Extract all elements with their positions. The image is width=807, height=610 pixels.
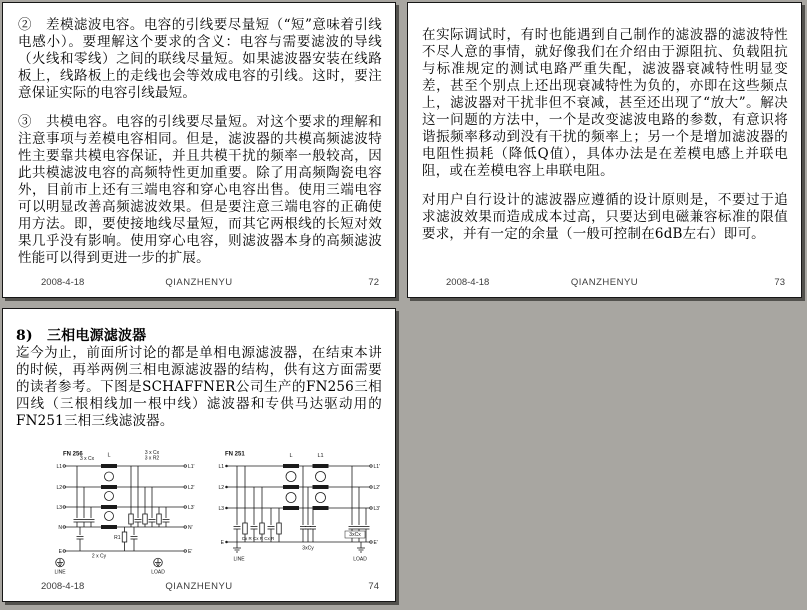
fn251-input-label: Cx R Cx R Cx R [241, 536, 275, 541]
footer-date: 2008-4-18 [41, 581, 85, 592]
footer-author: QIANZHENYU [165, 277, 233, 288]
fn256-terminal-label: N [58, 525, 62, 531]
fn256-load-label: LOAD [151, 569, 165, 574]
slide-footer [3, 277, 395, 289]
fn251-terminal-label: L3' [373, 506, 381, 512]
slide74-paragraph-1: 迄今为止，前面所讨论的都是单相电源滤波器，在结束本讲的时候，再举两例三相电源滤波器的结构，供有这方面需要的读者参考。下图是SCHAFFNER公司生产的FN256三相四线（三根相线加一根中线）滤波器和专供马达驱动用的FN251三相三线滤波器。 [16, 345, 382, 429]
fn251-terminal-label: E [220, 540, 224, 546]
fn256-input-caps-label: 3 x Cx [80, 456, 95, 462]
slide73-paragraph-2: 对用户自行设计的滤波器应遵循的设计原则是，不要过于追求滤波效果而造成成本过高，只要达到电磁兼容标准的限值要求，并有一定的余量（一般可控制在6dB左右）即可。 [422, 192, 788, 242]
slide-page-74 [2, 308, 396, 602]
fn256-terminal-label: L2' [188, 485, 195, 491]
slide-page-73 [407, 2, 802, 298]
slide73-paragraph-1: 在实际调试时，有时也能遇到自己制作的滤波器的滤波特性不尽人意的事情，就好像我们在介绍由于源阻抗、负载阻抗与标准规定的测试电路严重失配，滤波器衰减特性明显变差，甚至个别点上还出现衰减特性为负的，亦即在这些频点上，滤波器对干扰非但不衰减，甚至还出现了“放大”。解决这一问题的方法中，一个是改变滤波电路的参数，有意识将谐振频率移动到没有干扰的频率上；另一个是增加滤波器的电阻性损耗（降低Q值），具体办法是在差模电感上并联电阻，或在差模电容上串联电阻。 [422, 27, 788, 179]
slide-body [3, 309, 395, 430]
slide74-heading: 8) 三相电源滤波器 [16, 328, 147, 344]
fn256-title-label: FN 256 [63, 451, 83, 458]
slide-page-72 [2, 2, 396, 298]
fn256-terminal-label: N' [188, 525, 193, 531]
slide-number: 72 [368, 277, 379, 288]
fn256-r1-label: R1 [114, 535, 121, 541]
fn256-line-label: LINE [54, 569, 66, 574]
fn256-terminal-label: L1' [188, 464, 195, 470]
fn256-output-caps-label: 3 x Cx [144, 450, 160, 456]
slide-footer [408, 277, 801, 289]
footer-author: QIANZHENYU [165, 581, 233, 592]
fn251-terminal-label: L2 [218, 485, 224, 491]
fn251-load-label: LOAD [353, 556, 367, 563]
slide72-paragraph-2: ③ 共模电容。电容的引线要尽量短。对这个要求的理解和注意事项与差模电容相同。但是，滤波器的共模高频滤波特性主要靠共模电容保证，并且共模干扰的频率一般较高，因此共模滤波电容的高频特性更加重要。除了用高频陶瓷电容外，目前市上还有三端电容和穿心电容出售。使用三端电容可以明显改善高频滤波效果。但是要注意三端电容的正确使用方法。即，要使接地线尽量短，而其它两根线的长短对效果几乎没有影响。使用穿心电容，则滤波器本身的高频滤波性能可以得到更进一步的扩展。 [18, 114, 382, 266]
fn251-choke1-label: L [289, 453, 293, 459]
fn251-circuit-diagram [211, 449, 381, 574]
fn251-terminal-label: L2' [373, 485, 381, 491]
fn256-terminal-label: L1 [56, 464, 62, 470]
fn256-choke-label: L [107, 452, 111, 459]
fn256-terminal-label: E' [188, 549, 193, 555]
circuit-diagrams-row [49, 449, 381, 574]
fn256-terminal-label: L2 [56, 485, 62, 491]
fn251-terminal-label: E' [373, 540, 378, 546]
slide-number: 73 [774, 277, 785, 288]
fn251-choke2-label: L1 [317, 453, 324, 459]
fn251-title-label: FN 251 [225, 451, 245, 458]
footer-date: 2008-4-18 [446, 277, 490, 288]
fn256-terminal-label: L3' [188, 505, 195, 511]
slide72-paragraph-1: ② 差模滤波电容。电容的引线要尽量短（“短”意味着引线电感小）。要理解这个要求的含义：电容与需要滤波的导线（火线和零线）之间的联线尽量短。如果滤波器安装在线路板上，线路板上的走线也会等效成电容的引线。这时，要注意保证实际的电容引线最短。 [18, 17, 382, 101]
fn251-line-label: LINE [233, 556, 245, 563]
fn256-terminal-label: E [58, 549, 62, 555]
fn251-terminal-label: L1' [373, 464, 381, 470]
fn251-cy-label: 3xCy [302, 545, 314, 552]
fn256-output-res-label: 3 x R2 [144, 455, 160, 462]
slide-body [408, 3, 801, 243]
slide-footer [3, 581, 395, 593]
footer-author: QIANZHENYU [570, 277, 639, 288]
slide-body [3, 3, 395, 267]
footer-date: 2008-4-18 [41, 277, 85, 288]
fn251-terminal-label: L1 [218, 464, 224, 470]
slide-number: 74 [368, 581, 379, 592]
fn251-terminal-label: L3 [218, 506, 224, 512]
fn256-terminal-label: L3 [56, 505, 62, 511]
fn251-cx-label: 3xCx [349, 532, 361, 538]
fn256-cy-label: 2 x Cy [91, 553, 107, 560]
fn256-circuit-diagram [49, 449, 199, 574]
